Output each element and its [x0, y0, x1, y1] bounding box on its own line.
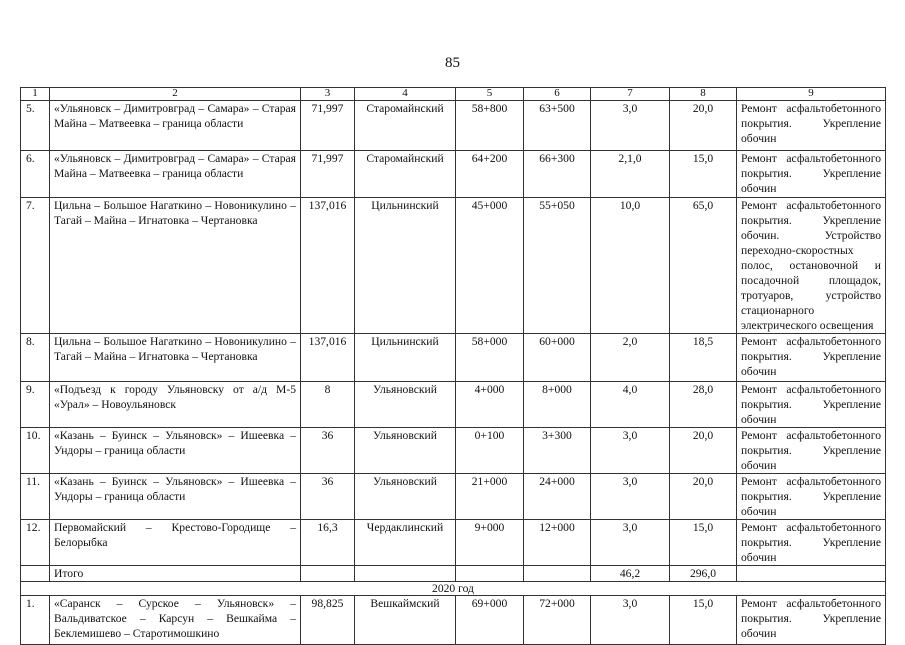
table-cell-to: 12+000	[524, 520, 591, 566]
header-cell: 6	[524, 88, 591, 101]
table-cell-to: 72+000	[524, 596, 591, 645]
table-cell-len: 71,997	[301, 101, 355, 151]
table-cell-from: 64+200	[456, 151, 524, 198]
table-cell-district: Цильнинский	[355, 334, 456, 382]
table-cell-cost: 28,0	[670, 382, 737, 428]
table-cell-km: 10,0	[591, 198, 670, 334]
table-cell-len: 137,016	[301, 334, 355, 382]
empty-cell	[524, 566, 591, 582]
header-cell: 9	[737, 88, 886, 101]
header-cell: 4	[355, 88, 456, 101]
table-cell-work: Ремонт асфальтобетонного покрытия. Укрепление обочин	[737, 520, 886, 566]
table-cell-road: «Саранск – Сурское – Ульяновск» – Вальдиватское – Карсун – Вешкайма – Беклемишево – Старотимошкино	[50, 596, 301, 645]
table-cell-km: 3,0	[591, 596, 670, 645]
empty-cell	[21, 566, 50, 582]
total-cost: 296,0	[670, 566, 737, 582]
table-cell-cost: 20,0	[670, 474, 737, 520]
table-cell-from: 45+000	[456, 198, 524, 334]
table-cell-road: Цильна – Большое Нагаткино – Новоникулино – Тагай – Майна – Игнатовка – Чертановка	[50, 198, 301, 334]
table-cell-from: 4+000	[456, 382, 524, 428]
table-cell-from: 0+100	[456, 428, 524, 474]
total-label: Итого	[50, 566, 301, 582]
table-cell-road: «Казань – Буинск – Ульяновск» – Ишеевка – Ундоры – граница области	[50, 428, 301, 474]
table-cell-n: 9.	[21, 382, 50, 428]
total-row	[21, 566, 886, 582]
table-cell-n: 5.	[21, 101, 50, 151]
table-cell-district: Вешкаймский	[355, 596, 456, 645]
table-cell-len: 8	[301, 382, 355, 428]
table-cell-km: 2,1,0	[591, 151, 670, 198]
table-cell-km: 2,0	[591, 334, 670, 382]
table-cell-to: 66+300	[524, 151, 591, 198]
empty-cell	[737, 566, 886, 582]
header-cell: 8	[670, 88, 737, 101]
table-cell-n: 12.	[21, 520, 50, 566]
table-cell-work: Ремонт асфальтобетонного покрытия. Укрепление обочин	[737, 151, 886, 198]
table-row	[21, 596, 886, 645]
table-cell-km: 4,0	[591, 382, 670, 428]
table-row	[21, 520, 886, 566]
table-cell-n: 11.	[21, 474, 50, 520]
table-cell-district: Чердаклинский	[355, 520, 456, 566]
table-cell-cost: 15,0	[670, 151, 737, 198]
table-cell-work: Ремонт асфальтобетонного покрытия. Укрепление обочин	[737, 101, 886, 151]
table-cell-km: 3,0	[591, 474, 670, 520]
table-cell-work: Ремонт асфальтобетонного покрытия. Укрепление обочин. Устройство переходно-скоростных полос, остановочной и посадочной площадок, тротуаров, устройство стационарного электрического освещения	[737, 198, 886, 334]
table-cell-road: «Подъезд к городу Ульяновску от а/д М-5 «Урал» – Новоульяновск	[50, 382, 301, 428]
header-cell: 1	[21, 88, 50, 101]
table-cell-len: 36	[301, 474, 355, 520]
table-cell-cost: 18,5	[670, 334, 737, 382]
table-cell-cost: 20,0	[670, 428, 737, 474]
table-cell-to: 3+300	[524, 428, 591, 474]
table-row	[21, 334, 886, 382]
table-cell-to: 60+000	[524, 334, 591, 382]
table-cell-to: 24+000	[524, 474, 591, 520]
table-cell-n: 7.	[21, 198, 50, 334]
table-row	[21, 428, 886, 474]
table-cell-len: 71,997	[301, 151, 355, 198]
table-cell-district: Старомайнский	[355, 101, 456, 151]
empty-cell	[456, 566, 524, 582]
table-cell-from: 9+000	[456, 520, 524, 566]
road-repair-table	[20, 87, 886, 645]
table-cell-from: 58+000	[456, 334, 524, 382]
table-cell-to: 8+000	[524, 382, 591, 428]
header-cell: 2	[50, 88, 301, 101]
table-cell-km: 3,0	[591, 101, 670, 151]
table-cell-n: 6.	[21, 151, 50, 198]
table-row	[21, 382, 886, 428]
table-cell-to: 63+500	[524, 101, 591, 151]
table-cell-cost: 15,0	[670, 596, 737, 645]
table-row	[21, 101, 886, 151]
empty-cell	[355, 566, 456, 582]
table-cell-district: Ульяновский	[355, 428, 456, 474]
table-cell-work: Ремонт асфальтобетонного покрытия. Укрепление обочин	[737, 334, 886, 382]
table-cell-road: Первомайский – Крестово-Городище – Белорыбка	[50, 520, 301, 566]
table-row	[21, 474, 886, 520]
table-cell-to: 55+050	[524, 198, 591, 334]
table-cell-n: 10.	[21, 428, 50, 474]
header-cell: 3	[301, 88, 355, 101]
table-cell-district: Цильнинский	[355, 198, 456, 334]
empty-cell	[301, 566, 355, 582]
table-cell-len: 36	[301, 428, 355, 474]
table-cell-n: 1.	[21, 596, 50, 645]
table-cell-cost: 65,0	[670, 198, 737, 334]
table-row	[21, 151, 886, 198]
table-cell-len: 98,825	[301, 596, 355, 645]
table-cell-cost: 15,0	[670, 520, 737, 566]
total-km: 46,2	[591, 566, 670, 582]
table-header-row	[21, 88, 886, 101]
header-cell: 5	[456, 88, 524, 101]
table-cell-km: 3,0	[591, 428, 670, 474]
table-cell-district: Ульяновский	[355, 382, 456, 428]
table-cell-district: Ульяновский	[355, 474, 456, 520]
table-cell-len: 137,016	[301, 198, 355, 334]
table-cell-work: Ремонт асфальтобетонного покрытия. Укрепление обочин	[737, 474, 886, 520]
page-number: 85	[445, 55, 460, 71]
year-section-row	[21, 582, 886, 596]
table-cell-km: 3,0	[591, 520, 670, 566]
table-cell-work: Ремонт асфальтобетонного покрытия. Укрепление обочин	[737, 428, 886, 474]
table-cell-road: «Ульяновск – Димитровград – Самара» – Старая Майна – Матвеевка – граница области	[50, 101, 301, 151]
table-cell-district: Старомайнский	[355, 151, 456, 198]
table-cell-len: 16,3	[301, 520, 355, 566]
header-cell: 7	[591, 88, 670, 101]
table-cell-road: «Ульяновск – Димитровград – Самара» – Старая Майна – Матвеевка – граница области	[50, 151, 301, 198]
table-cell-road: Цильна – Большое Нагаткино – Новоникулино – Тагай – Майна – Игнатовка – Чертановка	[50, 334, 301, 382]
table-cell-work: Ремонт асфальтобетонного покрытия. Укрепление обочин	[737, 382, 886, 428]
table-row	[21, 198, 886, 334]
table-cell-n: 8.	[21, 334, 50, 382]
table-cell-road: «Казань – Буинск – Ульяновск» – Ишеевка – Ундоры – граница области	[50, 474, 301, 520]
table-cell-work: Ремонт асфальтобетонного покрытия. Укрепление обочин	[737, 596, 886, 645]
table-cell-cost: 20,0	[670, 101, 737, 151]
year-label: 2020 год	[21, 582, 886, 596]
table-cell-from: 58+800	[456, 101, 524, 151]
table-cell-from: 21+000	[456, 474, 524, 520]
table-cell-from: 69+000	[456, 596, 524, 645]
